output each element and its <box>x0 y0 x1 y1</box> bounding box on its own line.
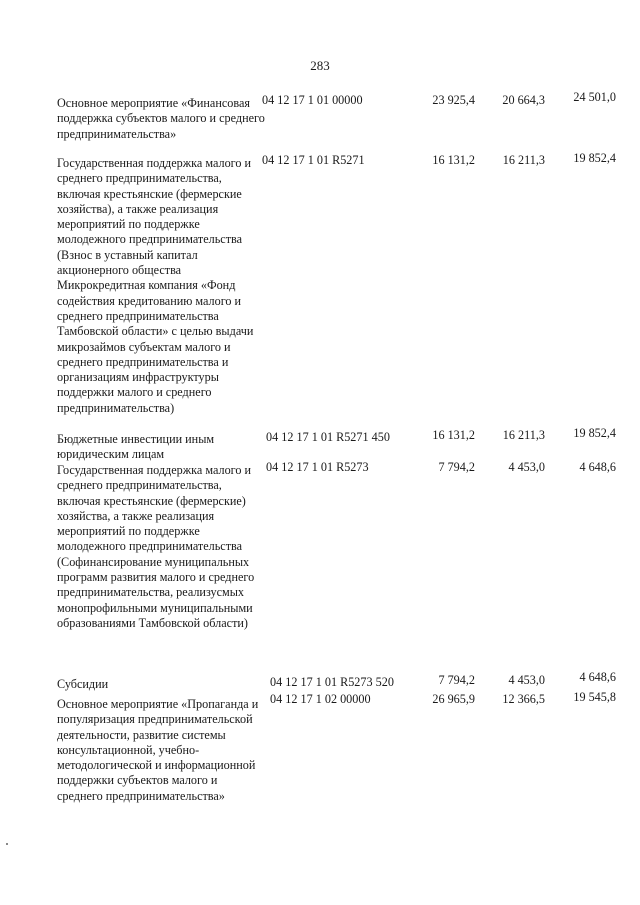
row-name: Государственная поддержка малого и среднего предпринимательства, включая крестьянские (фермерские) хозяйства, а также реализация мероприятий по поддержке молодежного предпринимательства (Софинансирование муниципальных программ развития малого и среднего предпринимательства, реализусмых монопрофильными муниципальными образованиями Тамбовской области) <box>57 463 255 630</box>
row-code: 04 12 17 1 02 00000 <box>270 692 371 706</box>
row-value-2: 12 366,5 <box>502 692 545 706</box>
row-value-3: 24 501,0 <box>573 90 616 104</box>
row-code: 04 12 17 1 01 R5271 450 <box>266 430 390 444</box>
row-value-1: 26 965,9 <box>432 692 475 706</box>
row-value-1: 16 131,2 <box>432 153 475 167</box>
page-number: 283 <box>310 58 330 73</box>
row-name: Основное мероприятие «Финансовая поддержка субъектов малого и среднего предпринимательства» <box>57 96 265 141</box>
row-value-2: 20 664,3 <box>502 93 545 107</box>
row-code: 04 12 17 1 01 R5273 <box>266 460 369 474</box>
row-code: 04 12 17 1 01 R5271 <box>262 153 365 167</box>
row-value-1: 7 794,2 <box>438 673 475 687</box>
row-value-3: 19 545,8 <box>573 690 616 704</box>
row-value-2: 16 211,3 <box>502 153 545 167</box>
row-value-2: 16 211,3 <box>502 428 545 442</box>
row-value-3: 19 852,4 <box>573 426 616 440</box>
row-name: Государственная поддержка малого и среднего предпринимательства, включая крестьянские (фермерские хозяйства), а также реализация мероприятий по поддержке молодежного предпринимательства (Взнос в уставный капитал акционерного общества Микрокредитная компания «Фонд содействия кредитованию малого и среднего предпринимательства Тамбовской области» с целью выдачи микрозаймов субъектам малого и среднего предпринимательства и организациям инфраструктуры поддержки малого и среднего предпринимательства) <box>57 156 254 415</box>
row-value-3: 19 852,4 <box>573 151 616 165</box>
row-value-2: 4 453,0 <box>508 460 545 474</box>
row-value-3: 4 648,6 <box>579 460 616 474</box>
scan-artifact <box>6 843 8 845</box>
row-value-1: 16 131,2 <box>432 428 475 442</box>
row-code: 04 12 17 1 01 R5273 520 <box>270 675 394 689</box>
row-name: Бюджетные инвестиции иным юридическим лицам <box>57 432 215 462</box>
row-value-3: 4 648,6 <box>579 670 616 684</box>
row-value-1: 23 925,4 <box>432 93 475 107</box>
row-value-2: 4 453,0 <box>508 673 545 687</box>
row-value-1: 7 794,2 <box>438 460 475 474</box>
row-name: Субсидии <box>57 677 109 691</box>
row-code: 04 12 17 1 01 00000 <box>262 93 363 107</box>
row-name: Основное мероприятие «Пропаганда и популяризация предпринимательской деятельности, развитие системы консультационной, учебно-методологической и информационной поддержки субъектов малого и среднего предпринимательства» <box>57 697 259 803</box>
